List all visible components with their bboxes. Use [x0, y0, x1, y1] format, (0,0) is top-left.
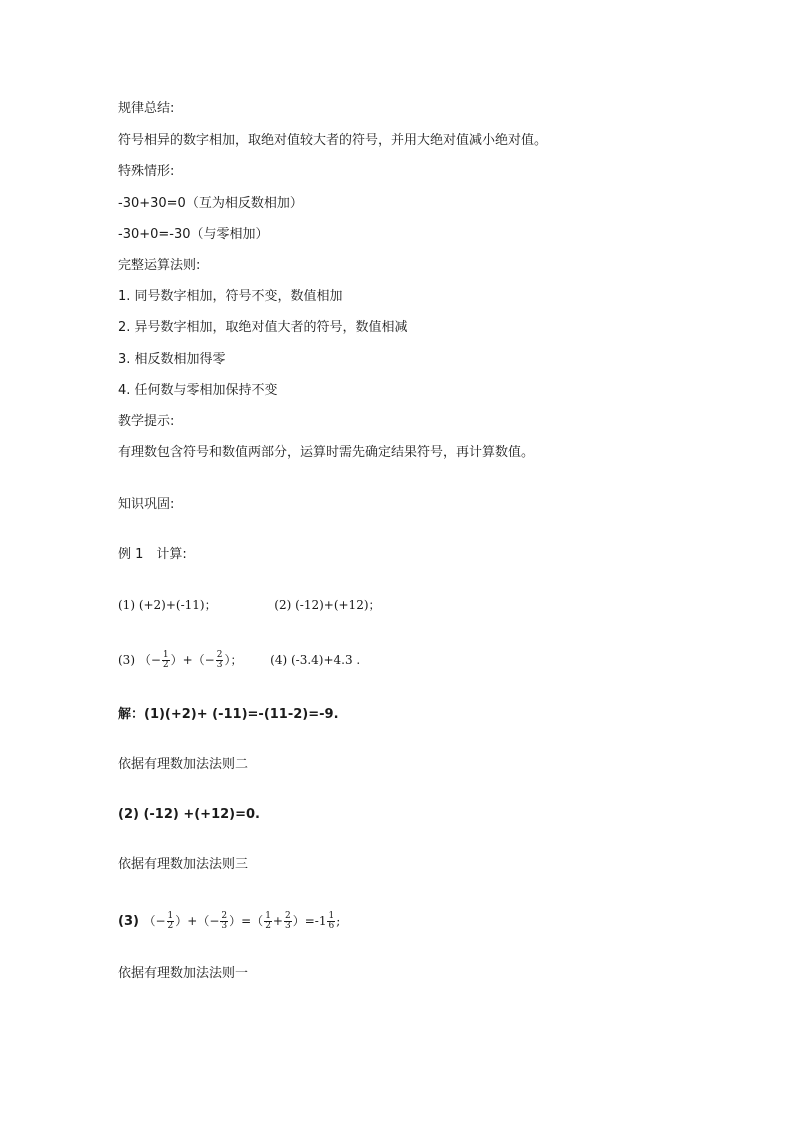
- solution-1-basis: 依据有理数加法法则二: [118, 757, 249, 772]
- problem-3: (3) （− $\frac{1}{2}$ ）+（− $\frac{2}{3}$ ）；: [118, 650, 243, 670]
- solution-1: 解：(1)(+2)+ (-11)=-(11-2)=-9.: [118, 707, 339, 722]
- problem-row-2: [118, 650, 360, 670]
- fraction: $\frac{2}{3}$: [216, 650, 223, 670]
- rule-summary-text: 符号相异的数字相加，取绝对值较大者的符号，并用大绝对值减小绝对值。: [118, 133, 548, 148]
- teaching-tip-text: 有理数包含符号和数值两部分，运算时需先确定结果符号，再计算数值。: [118, 445, 535, 460]
- problem-row-1: [118, 597, 381, 613]
- fraction: $\frac{2}{3}$: [221, 911, 228, 931]
- solution-2: (2) (-12) +(+12)=0.: [118, 807, 260, 822]
- rule-summary-heading: 规律总结:: [118, 101, 175, 116]
- teaching-tip-heading: 教学提示:: [118, 414, 175, 429]
- problem-2: (2) (-12)+(+12)；: [274, 598, 381, 612]
- fraction: $\frac{1}{2}$: [265, 911, 271, 931]
- rule-item-4: 4. 任何数与零相加保持不变: [118, 383, 278, 398]
- special-case-heading: 特殊情形:: [118, 164, 175, 179]
- problem-1: (1) (+2)+(-11)；: [118, 598, 217, 612]
- example-title: 例 1 计算:: [118, 547, 187, 562]
- special-case-1: -30+30=0（互为相反数相加）: [118, 196, 303, 211]
- rule-item-3: 3. 相反数相加得零: [118, 352, 226, 367]
- complete-rules-heading: 完整运算法则:: [118, 258, 201, 273]
- rule-item-1: 1. 同号数字相加，符号不变，数值相加: [118, 289, 343, 304]
- fraction: $\frac{1}{6}$: [328, 911, 335, 931]
- solution-3: (3) （− $\frac{1}{2}$ ）+（− $\frac{2}{3}$ ）=（ $\frac{1}{2}$ + $\frac{2}{3}$ ）=-1 $\frac{1}{6}$ ;: [118, 911, 341, 931]
- special-case-2: -30+0=-30（与零相加）: [118, 227, 269, 242]
- solution-3-basis: 依据有理数加法法则一: [118, 966, 249, 981]
- rule-item-2: 2. 异号数字相加，取绝对值大者的符号，数值相减: [118, 320, 408, 335]
- consolidation-heading: 知识巩固:: [118, 497, 175, 512]
- fraction: $\frac{1}{2}$: [162, 650, 169, 670]
- problem-4: (4) (-3.4)+4.3 .: [270, 653, 361, 667]
- fraction: $\frac{2}{3}$: [284, 911, 291, 931]
- solution-2-basis: 依据有理数加法法则三: [118, 857, 249, 872]
- fraction: $\frac{1}{2}$: [167, 911, 174, 931]
